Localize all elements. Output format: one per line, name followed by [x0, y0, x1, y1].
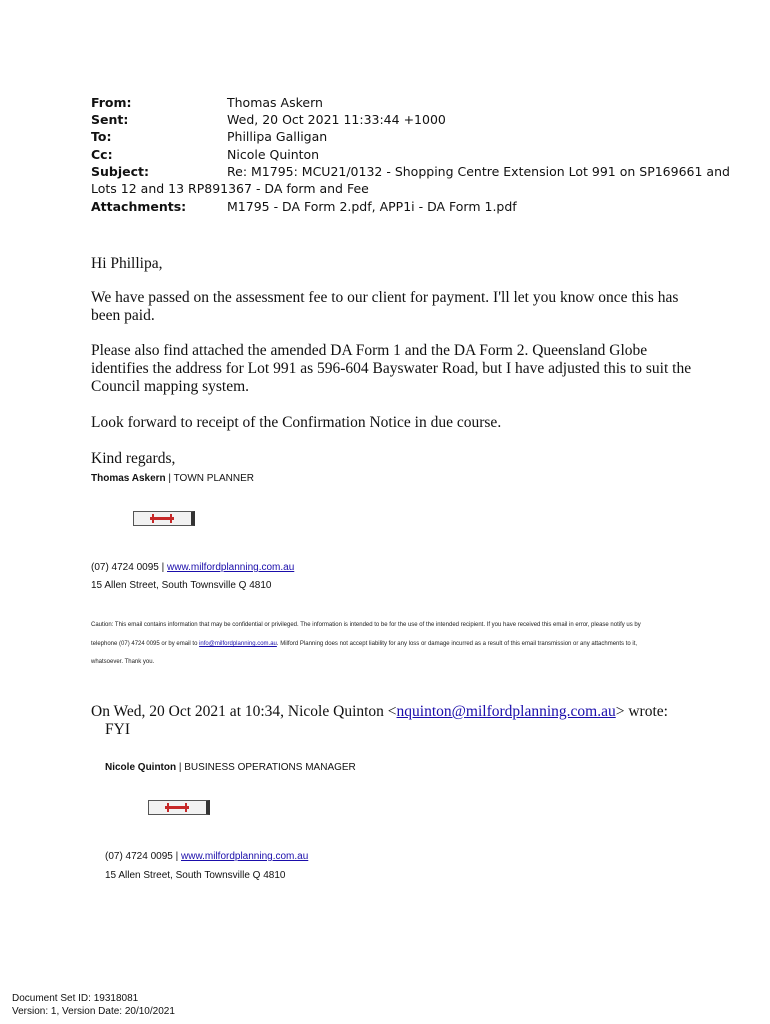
to-value: Phillipa Galligan — [227, 129, 328, 144]
signature-name: Thomas Askern — [91, 473, 166, 484]
attachments-value: M1795 - DA Form 2.pdf, APP1i - DA Form 1.pdf — [227, 199, 517, 214]
quoted-email-link[interactable]: nquinton@milfordplanning.com.au — [396, 703, 616, 720]
disclaimer-line-1: Caution: This email contains information that may be confidential or privileged. The information is intended to be for the use of the intended recipient. If you have received this email in error, please notify us by — [91, 622, 641, 628]
subject-value-continued: Lots 12 and 13 RP891367 - DA form and Fee — [91, 181, 369, 196]
greeting: Hi Phillipa, — [91, 255, 163, 272]
signature-website-link[interactable]: www.milfordplanning.com.au — [167, 562, 295, 573]
quoted-signature-title: | BUSINESS OPERATIONS MANAGER — [176, 762, 356, 773]
from-label: From: — [91, 95, 132, 110]
subject-value: Re: M1795: MCU21/0132 - Shopping Centre Extension Lot 991 on SP169661 and — [227, 164, 730, 179]
quoted-signature-name-line — [105, 761, 356, 775]
quoted-contact-line — [105, 850, 308, 864]
quoted-phone: (07) 4724 0095 | — [105, 851, 181, 862]
document-version: Version: 1, Version Date: 20/10/2021 — [12, 1006, 175, 1017]
paragraph-1-line-2: been paid. — [91, 307, 155, 324]
document-set-id: Document Set ID: 19318081 — [12, 993, 139, 1004]
to-label: To: — [91, 129, 112, 144]
subject-label: Subject: — [91, 164, 149, 179]
disclaimer-email-link[interactable]: info@milfordplanning.com.au — [199, 641, 277, 647]
paragraph-2-line-2: identifies the address for Lot 991 as 596-604 Bayswater Road, but I have adjusted this to suit the — [91, 360, 692, 377]
sent-label: Sent: — [91, 112, 129, 127]
paragraph-2 — [91, 342, 691, 396]
from-value: Thomas Askern — [227, 95, 323, 110]
quoted-address: 15 Allen Street, South Townsville Q 4810 — [105, 870, 286, 881]
signature-contact-line — [91, 561, 294, 575]
quoted-text: FYI — [105, 721, 130, 738]
closing: Kind regards, — [91, 450, 176, 467]
sent-value: Wed, 20 Oct 2021 11:33:44 +1000 — [227, 112, 446, 127]
cc-label: Cc: — [91, 147, 113, 162]
cc-value: Nicole Quinton — [227, 147, 320, 162]
paragraph-3: Look forward to receipt of the Confirmation Notice in due course. — [91, 414, 502, 431]
signature-address: 15 Allen Street, South Townsville Q 4810 — [91, 580, 272, 591]
paragraph-2-line-3: Council mapping system. — [91, 378, 250, 395]
quoted-intro: On Wed, 20 Oct 2021 at 10:34, Nicole Quinton <nquinton@milfordplanning.com.au> wrote: — [91, 703, 668, 720]
quoted-company-logo-image — [148, 800, 210, 815]
quoted-website-link[interactable]: www.milfordplanning.com.au — [181, 851, 309, 862]
signature-phone: (07) 4724 0095 | — [91, 562, 167, 573]
disclaimer-line-2: telephone (07) 4724 0095 or by email to info@milfordplanning.com.au. Milford Planning does not accept liability for any loss or damage incurred as a result of this email transmission or any attachments to it, — [91, 641, 638, 647]
signature-name-line — [91, 472, 254, 486]
disclaimer-line-3: whatsoever. Thank you. — [91, 659, 155, 665]
company-logo-image — [133, 511, 195, 526]
attachments-label: Attachments: — [91, 199, 187, 214]
quoted-signature-name: Nicole Quinton — [105, 762, 177, 773]
signature-title: | TOWN PLANNER — [165, 473, 255, 484]
paragraph-2-line-1: Please also find attached the amended DA Form 1 and the DA Form 2. Queensland Globe — [91, 342, 648, 359]
paragraph-1 — [91, 289, 678, 325]
paragraph-1-line-1: We have passed on the assessment fee to our client for payment. I'll let you know once this has — [91, 289, 679, 306]
